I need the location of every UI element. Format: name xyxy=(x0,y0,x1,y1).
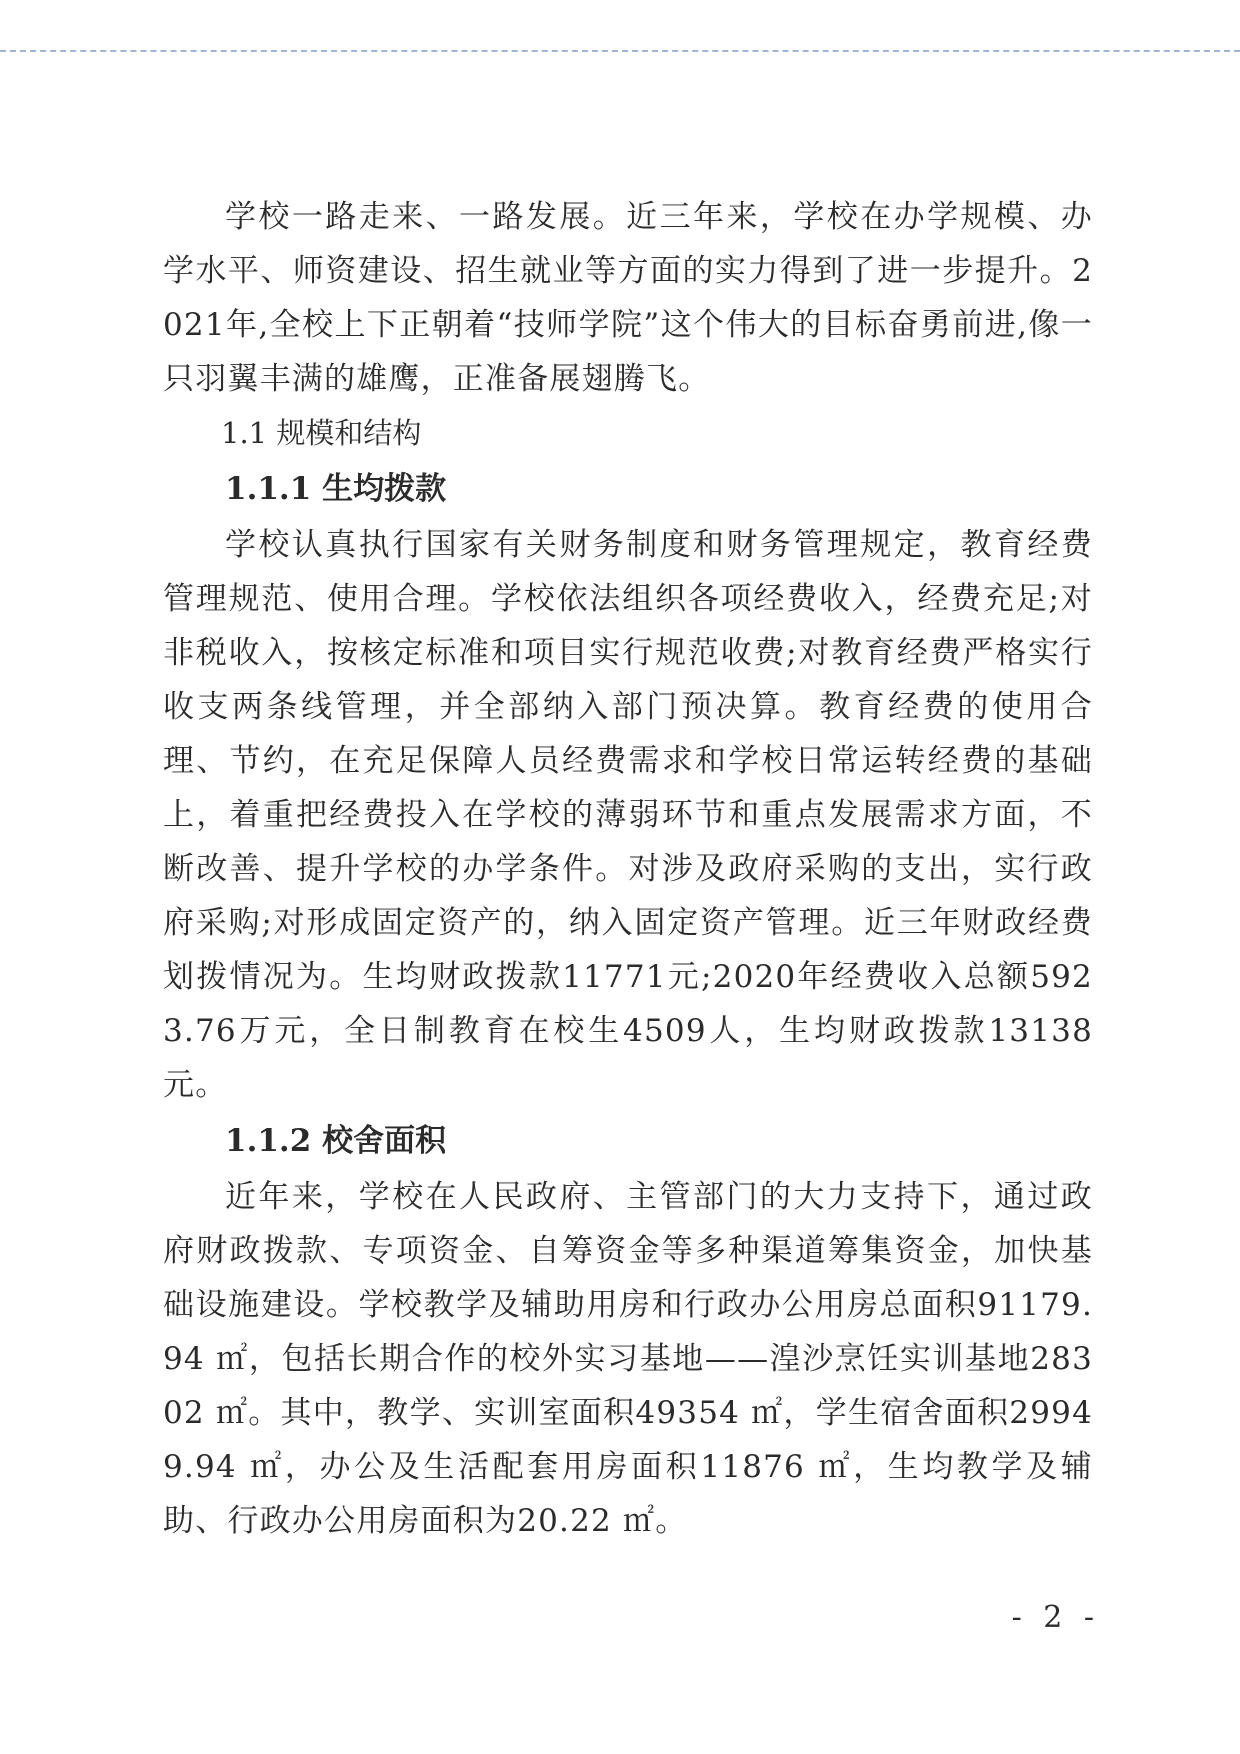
funding-paragraph: 学校认真执行国家有关财务制度和财务管理规定，教育经费管理规范、使用合理。学校依法组织各项经费收入，经费充足;对非税收入，按核定标准和项目实行规范收费;对教育经费严格实行收支两条线管理，并全部纳入部门预决算。教育经费的使用合理、节约，在充足保障人员经费需求和学校日常运转经费的基础上，着重把经费投入在学校的薄弱环节和重点发展需求方面，不断改善、提升学校的办学条件。对涉及政府采购的支出，实行政府采购;对形成固定资产的，纳入固定资产管理。近三年财政经费划拨情况为。生均财政拨款11771元;2020年经费收入总额5923.76万元，全日制教育在校生4509人，生均财政拨款13138元。 xyxy=(163,527,1093,1103)
section-heading-1-1: 1.1 规模和结构 xyxy=(221,416,422,450)
header-divider xyxy=(0,50,1240,52)
page-number: - 2 - xyxy=(1011,1600,1100,1635)
intro-paragraph: 学校一路走来、一路发展。近三年来，学校在办学规模、办学水平、师资建设、招生就业等方面的实力得到了进一步提升。2021年,全校上下正朝着“技师学院”这个伟大的目标奋勇前进,像一只羽翼丰满的雄鹰，正准备展翅腾飞。 xyxy=(163,199,1093,397)
document-body xyxy=(163,190,1093,1548)
buildings-paragraph: 近年来，学校在人民政府、主管部门的大力支持下，通过政府财政拨款、专项资金、自筹资金等多种渠道筹集资金，加快基础设施建设。学校教学及辅助用房和行政办公用房总面积91179.94 ㎡，包括长期合作的校外实习基地——湟沙烹饪实训基地28302 ㎡。其中，教学、实训室面积49354 ㎡，学生宿舍面积29949.94 ㎡，办公及生活配套用房面积11876 ㎡，生均教学及辅助、行政办公用房面积为20.22 ㎡。 xyxy=(163,1179,1093,1539)
section-heading-1-1-2: 1.1.2 校舍面积 xyxy=(225,1123,447,1159)
section-heading-1-1-1: 1.1.1 生均拨款 xyxy=(225,471,447,507)
